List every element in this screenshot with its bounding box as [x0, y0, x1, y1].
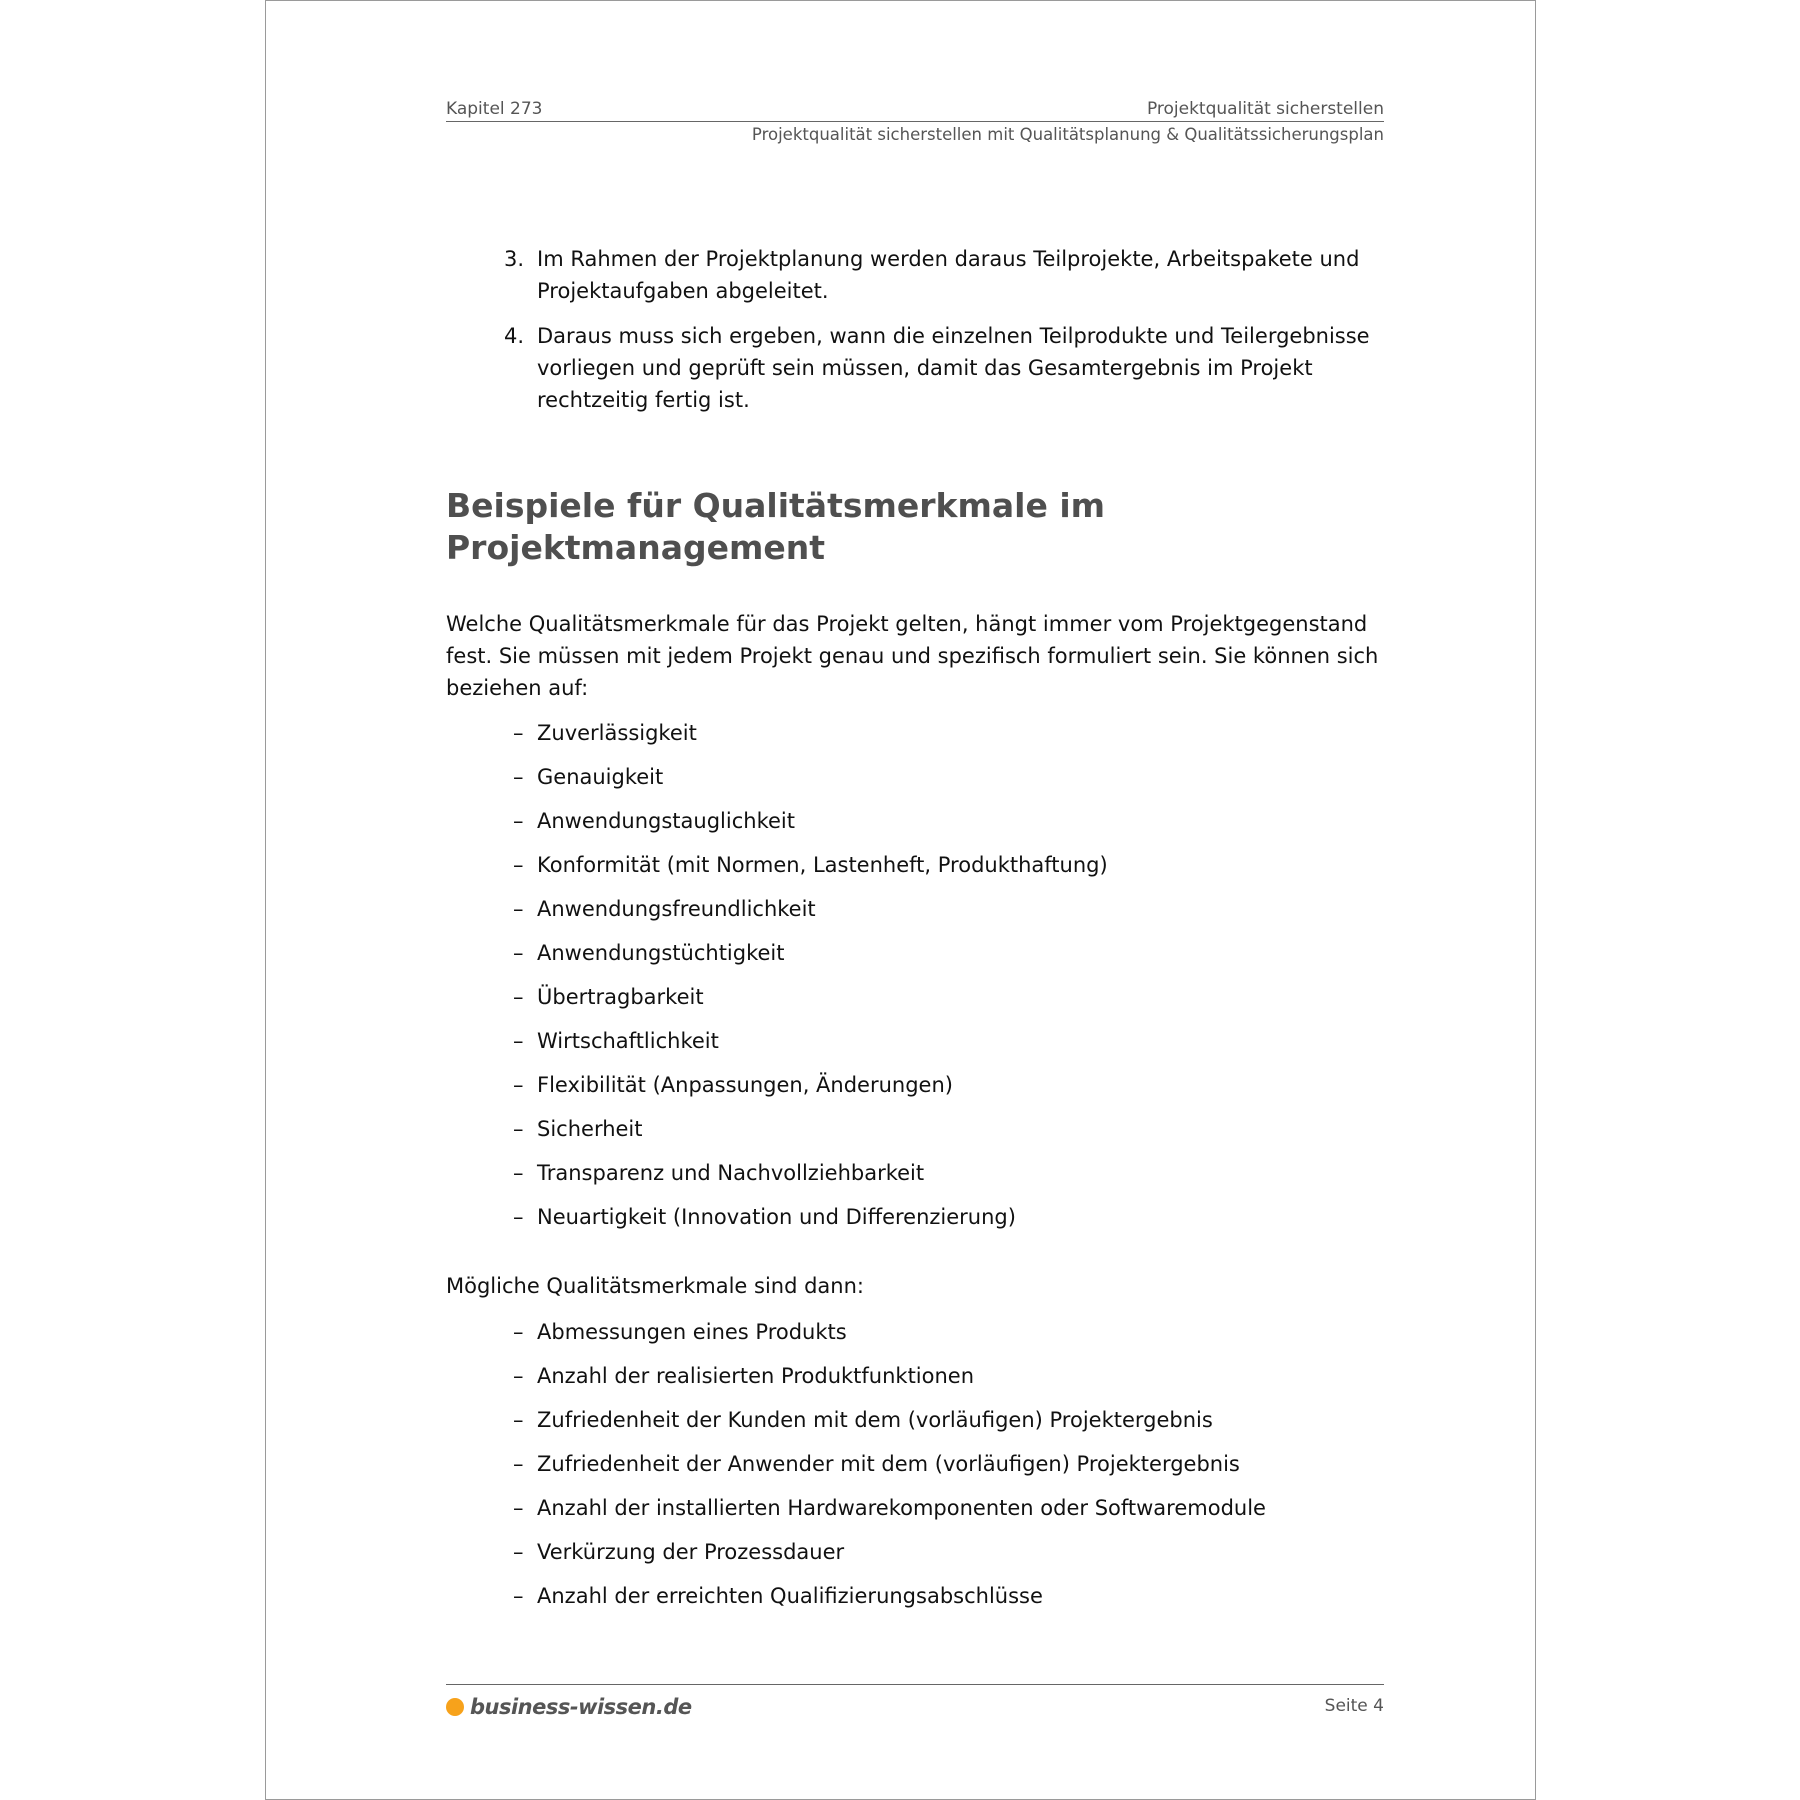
list-number: 3.: [504, 247, 525, 271]
footer-rule: [446, 1684, 1384, 1685]
list-item: – Flexibilität (Anpassungen, Änderungen): [446, 1069, 1384, 1113]
possible-list: [446, 1316, 1384, 1624]
header-subtitle: Projektqualität sicherstellen mit Qualitätsplanung & Qualitätssicherungsplan: [751, 125, 1384, 144]
list-item-text: Im Rahmen der Projektplanung werden daraus Teilprojekte, Arbeitspakete und Projektaufgaben abgeleitet.: [537, 247, 1360, 303]
list-dash: –: [513, 721, 524, 745]
list-dash: –: [513, 853, 524, 877]
list-dash: –: [513, 1320, 524, 1344]
list-item: – Transparenz und Nachvollziehbarkeit: [446, 1157, 1384, 1201]
list-dash: –: [513, 897, 524, 921]
page-number: Seite 4: [1324, 1696, 1384, 1716]
list-dash: –: [513, 1408, 524, 1432]
list-dash: –: [513, 1584, 524, 1608]
list-item: – Neuartigkeit (Innovation und Differenzierung): [446, 1201, 1384, 1245]
list-dash: –: [513, 1029, 524, 1053]
list-item: – Genauigkeit: [446, 761, 1384, 805]
list-dash: –: [513, 765, 524, 789]
list-dash: –: [513, 1117, 524, 1141]
list-item: – Anzahl der installierten Hardwarekomponenten oder Softwaremodule: [446, 1492, 1384, 1536]
list-dash: –: [513, 1496, 524, 1520]
list-item: – Sicherheit: [446, 1113, 1384, 1157]
chapter-label: Kapitel 273: [446, 99, 543, 119]
list-dash: –: [513, 1205, 524, 1229]
brand-logo[interactable]: [446, 1692, 692, 1722]
list-dash: –: [513, 941, 524, 965]
list-item: – Anzahl der erreichten Qualifizierungsabschlüsse: [446, 1580, 1384, 1624]
list-item-text: Daraus muss sich ergeben, wann die einzelnen Teilprodukte und Teilergebnisse vorliegen und geprüft sein müssen, damit das Gesamtergebnis im Projekt rechtzeitig fertig ist.: [537, 324, 1370, 412]
list-item: – Abmessungen eines Produkts: [446, 1316, 1384, 1360]
brand-name: business-wissen.de: [470, 1695, 692, 1719]
numbered-list-item: [446, 320, 1384, 416]
possible-intro: Mögliche Qualitätsmerkmale sind dann:: [446, 1274, 864, 1298]
list-item: – Zuverlässigkeit: [446, 717, 1384, 761]
numbered-list-item: [446, 243, 1384, 307]
list-item: – Übertragbarkeit: [446, 981, 1384, 1025]
list-item: – Anwendungsfreundlichkeit: [446, 893, 1384, 937]
list-dash: –: [513, 809, 524, 833]
running-header: [446, 99, 1384, 122]
list-dash: –: [513, 1540, 524, 1564]
list-item: – Anzahl der realisierten Produktfunktionen: [446, 1360, 1384, 1404]
list-item: – Konformität (mit Normen, Lastenheft, Produkthaftung): [446, 849, 1384, 893]
numbered-list: [446, 243, 1384, 429]
document-page: [265, 0, 1536, 1800]
list-item: – Zufriedenheit der Anwender mit dem (vorläufigen) Projektergebnis: [446, 1448, 1384, 1492]
list-dash: –: [513, 1161, 524, 1185]
list-item: – Anwendungstüchtigkeit: [446, 937, 1384, 981]
list-dash: –: [513, 1073, 524, 1097]
criteria-list: [446, 717, 1384, 1245]
list-dash: –: [513, 1452, 524, 1476]
list-item: – Anwendungstauglichkeit: [446, 805, 1384, 849]
list-item: – Wirtschaftlichkeit: [446, 1025, 1384, 1069]
list-number: 4.: [504, 324, 525, 348]
list-dash: –: [513, 985, 524, 1009]
list-dash: –: [513, 1364, 524, 1388]
list-item: – Zufriedenheit der Kunden mit dem (vorläufigen) Projektergebnis: [446, 1404, 1384, 1448]
header-title: Projektqualität sicherstellen: [1146, 99, 1384, 119]
list-item: – Verkürzung der Prozessdauer: [446, 1536, 1384, 1580]
section-heading: Beispiele für Qualitätsmerkmale im Projektmanagement: [446, 486, 1106, 567]
brand-dot-icon: [446, 1698, 464, 1716]
intro-paragraph: Welche Qualitätsmerkmale für das Projekt gelten, hängt immer vom Projektgegenstand fest. Sie müssen mit jedem Projekt genau und spezifisch formuliert sein. Sie können sich beziehen auf:: [446, 612, 1379, 700]
